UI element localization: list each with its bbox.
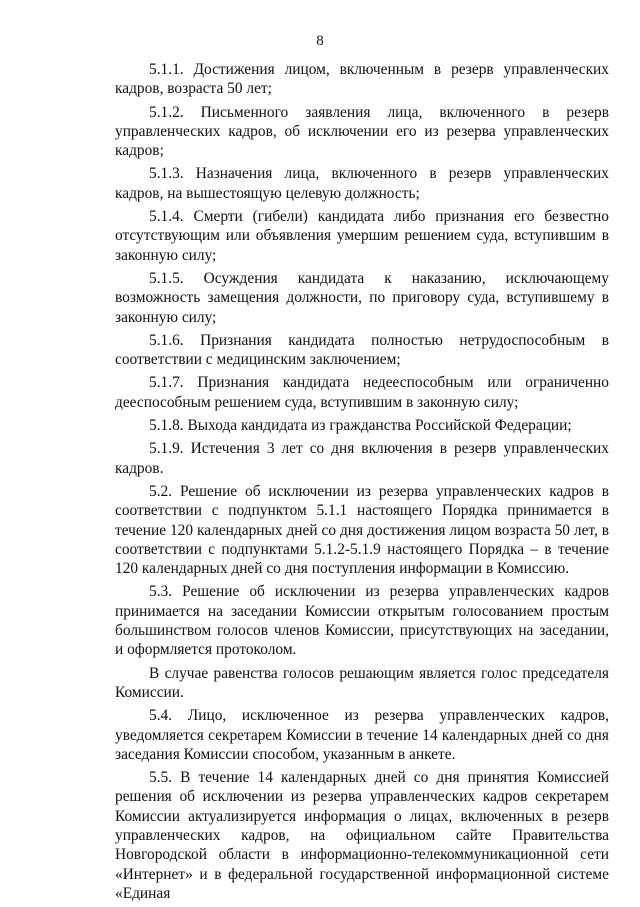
paragraph-5-1-2: 5.1.2. Письменного заявления лица, включенного в резерв управленческих кадров, об исключении его из резерва управленческих кадров; xyxy=(115,103,609,160)
page-number: 8 xyxy=(316,33,324,49)
paragraph-5-2: 5.2. Решение об исключении из резерва управленческих кадров в соответствии с подпунктом 5.1.1 настоящего Порядка принимается в течение 120 календарных дней со дня достижения лицом возраста 50 лет, в соответствии с подпунктами 5.1.2-5.1.9 настоящего Порядка – в течение 120 календарных дней со дня поступления информации в Комиссию. xyxy=(115,482,609,578)
paragraph-5-1-5: 5.1.5. Осуждения кандидата к наказанию, исключающему возможность замещения должности, по приговору суда, вступившему в законную силу; xyxy=(115,269,609,326)
paragraph-5-3: 5.3. Решение об исключении из резерва управленческих кадров принимается на заседании Комиссии открытым голосованием простым большинством голосов членов Комиссии, присутствующих на заседании, и оформляется протоколом. xyxy=(115,583,609,659)
paragraph-5-1-3: 5.1.3. Назначения лица, включенного в резерв управленческих кадров, на вышестоящую целевую должность; xyxy=(115,165,609,202)
paragraph-5-1-1: 5.1.1. Достижения лицом, включенным в резерв управленческих кадров, возраста 50 лет; xyxy=(115,61,609,98)
paragraph-5-1-6: 5.1.6. Признания кандидата полностью нетрудоспособным в соответствии с медицинским заключением; xyxy=(115,331,609,369)
paragraph-5-1-9: 5.1.9. Истечения 3 лет со дня включения в резерв управленческих кадров. xyxy=(115,440,609,477)
paragraph-5-1-8: 5.1.8. Выхода кандидата из гражданства Российской Федерации; xyxy=(149,417,572,435)
document-body xyxy=(115,60,609,907)
paragraph-5-1-7: 5.1.7. Признания кандидата недееспособным или ограниченно дееспособным решением суда, вступившим в законную силу; xyxy=(115,374,609,411)
paragraph-tie-vote: В случае равенства голосов решающим является голос председателя Комиссии. xyxy=(115,664,609,701)
paragraph-5-5: 5.5. В течение 14 календарных дней со дня принятия Комиссией решения об исключении из резерва управленческих кадров секретарем Комиссии актуализируется информация о лицах, включенных в резерв управленческих кадров, на официальном сайте Правительства Новгородской области в информационно-телекоммуникационной сети «Интернет» и в федеральной государственной информационной системе «Единая xyxy=(115,769,609,902)
paragraph-5-4: 5.4. Лицо, исключенное из резерва управленческих кадров, уведомляется секретарем Комиссии в течение 14 календарных дней со дня заседания Комиссии способом, указанным в анкете. xyxy=(115,707,609,763)
paragraph-5-1-4: 5.1.4. Смерти (гибели) кандидата либо признания его безвестно отсутствующим или объявления умершим решением суда, вступившим в законную силу; xyxy=(115,208,609,264)
